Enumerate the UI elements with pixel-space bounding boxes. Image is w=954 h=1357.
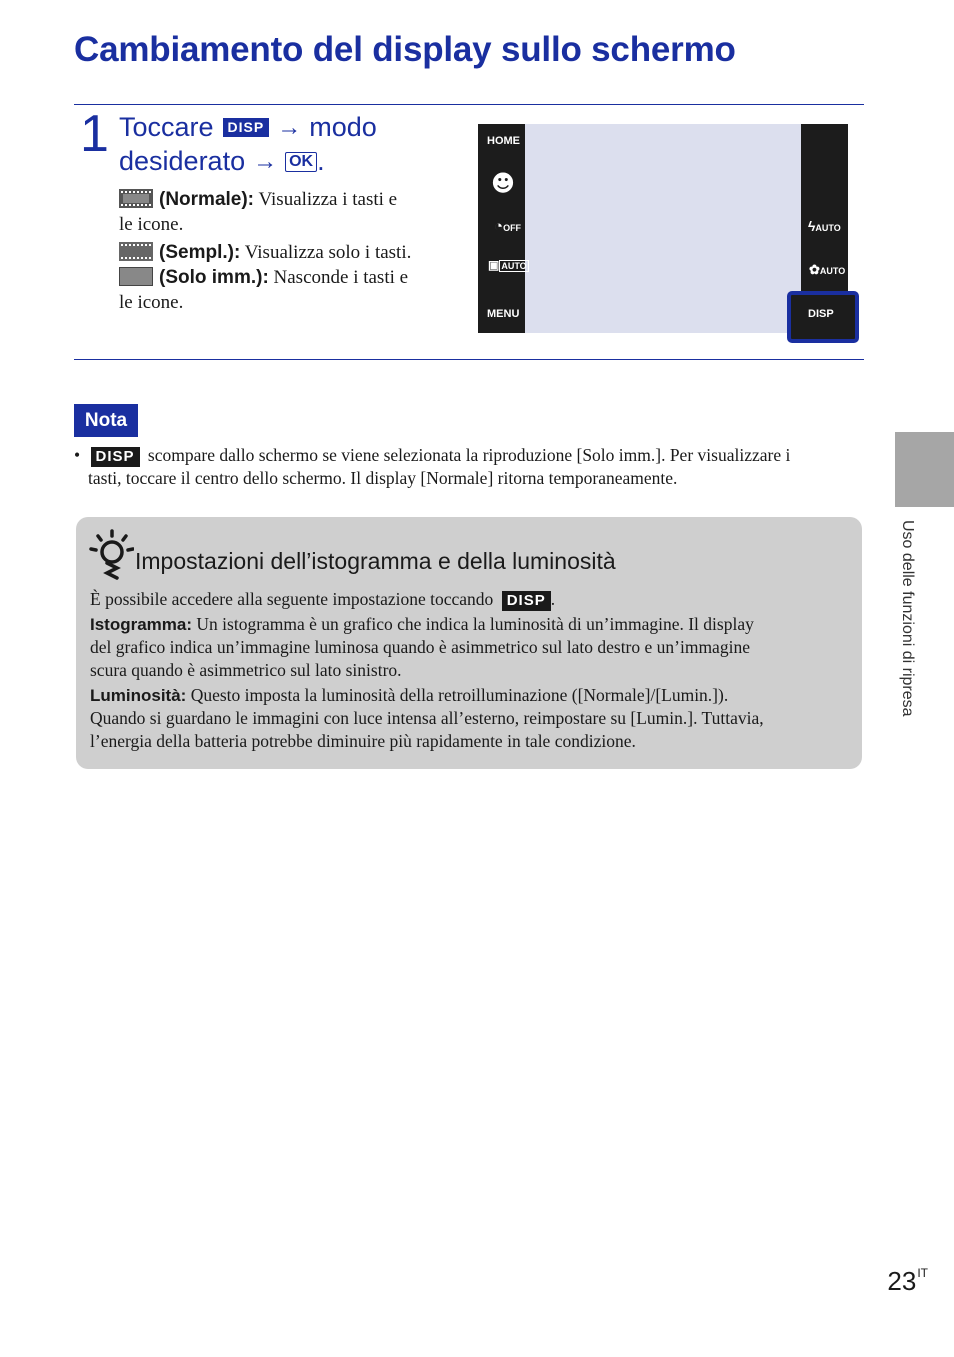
mode-label: (Solo imm.): (159, 267, 269, 288)
nota-line1: scompare dallo schermo se viene selezionata la riproduzione [Solo imm.]. Per visualizzare i (147, 445, 791, 465)
histogram-label: Istogramma: (90, 615, 193, 634)
mode-desc: Visualizza i tasti e (258, 189, 398, 210)
sempl-film-icon (119, 242, 153, 261)
nota-badge: Nota (74, 404, 138, 437)
disp-icon: DISP (502, 591, 551, 611)
menu-button[interactable]: MENU (487, 308, 520, 320)
step-desiderato: desiderato (119, 146, 246, 176)
mode-desc: Nasconde i tasti e (273, 267, 409, 288)
mode-desc-cont: le icone. (119, 292, 184, 313)
step-modo: modo (309, 112, 377, 142)
section-side-label: Uso delle funzioni di ripresa (899, 520, 916, 717)
disp-icon: DISP (223, 118, 270, 137)
mode-label: (Normale): (159, 189, 255, 210)
step-number: 1 (80, 105, 109, 163)
luminosity-label: Luminosità: (90, 686, 187, 705)
histogram-line1: Istogramma: Un istogramma è un grafico che indica la luminosità di un’immagine. Il display (90, 614, 754, 634)
mode-list (119, 187, 469, 315)
home-button[interactable]: HOME (487, 135, 520, 147)
step-period: . (317, 146, 325, 176)
luminosity-line1: Luminosità: Questo imposta la luminosità della retroilluminazione ([Normale]/[Lumin.]). (90, 685, 729, 705)
mode-label: (Sempl.): (159, 242, 241, 263)
nota-text (74, 444, 874, 490)
mode-solo (119, 265, 469, 290)
mode-sempl (119, 240, 469, 265)
top-divider (74, 104, 864, 105)
luminosity-line3: l’energia della batteria potrebbe diminuire più rapidamente in tale condizione. (90, 731, 636, 751)
disp-icon: DISP (91, 447, 140, 467)
arrow-icon: → (277, 114, 302, 141)
step-instruction-line1 (119, 111, 377, 144)
ok-icon: OK (285, 152, 317, 172)
bullet: • (74, 445, 81, 465)
smile-shutter-icon[interactable]: ☻ (491, 171, 515, 197)
solo-image-icon (119, 267, 153, 286)
macro-auto-icon[interactable]: ✿AUTO (809, 262, 846, 277)
histogram-line3: scura quando è asimmetrico sul lato sinistro. (90, 660, 402, 680)
luminosity-line2: Quando si guardano le immagini con luce intensa all’esterno, reimpostare su [Lumin.]. Tuttavia, (90, 708, 764, 728)
tip-body (90, 588, 860, 753)
selftimer-icon[interactable]: ◔OFF (494, 218, 522, 235)
page-number: $23^{IT}$ (887, 1266, 928, 1296)
mode-normale (119, 187, 469, 212)
section-tab (895, 432, 954, 507)
arrow-icon: → (253, 148, 278, 175)
page-title: Cambiamento del display sullo schermo (74, 30, 736, 69)
step-instruction-line2 (119, 145, 325, 178)
bottom-divider (74, 359, 864, 360)
step-toccare: Toccare (119, 112, 214, 142)
nota-line2: tasti, toccare il centro dello schermo. Il display [Normale] ritorna temporaneamente. (88, 468, 678, 488)
disp-button[interactable]: DISP (808, 308, 834, 320)
histogram-line2: del grafico indica un’immagine luminosa quando è asimmetrico sul lato destro e un’immagine (90, 637, 750, 657)
lightbulb-icon (88, 528, 134, 582)
mode-desc-cont: le icone. (119, 214, 184, 235)
mode-desc: Visualizza solo i tasti. (244, 242, 412, 263)
flash-auto-icon[interactable]: ϟAUTO (808, 218, 841, 234)
tip-title: Impostazioni dell’istogramma e della luminosità (135, 548, 616, 574)
tip-intro: È possibile accedere alla seguente impostazione toccando DISP . (90, 589, 556, 609)
scene-auto-icon[interactable]: ▣ AUTO (488, 258, 527, 272)
normale-film-icon (119, 189, 153, 208)
